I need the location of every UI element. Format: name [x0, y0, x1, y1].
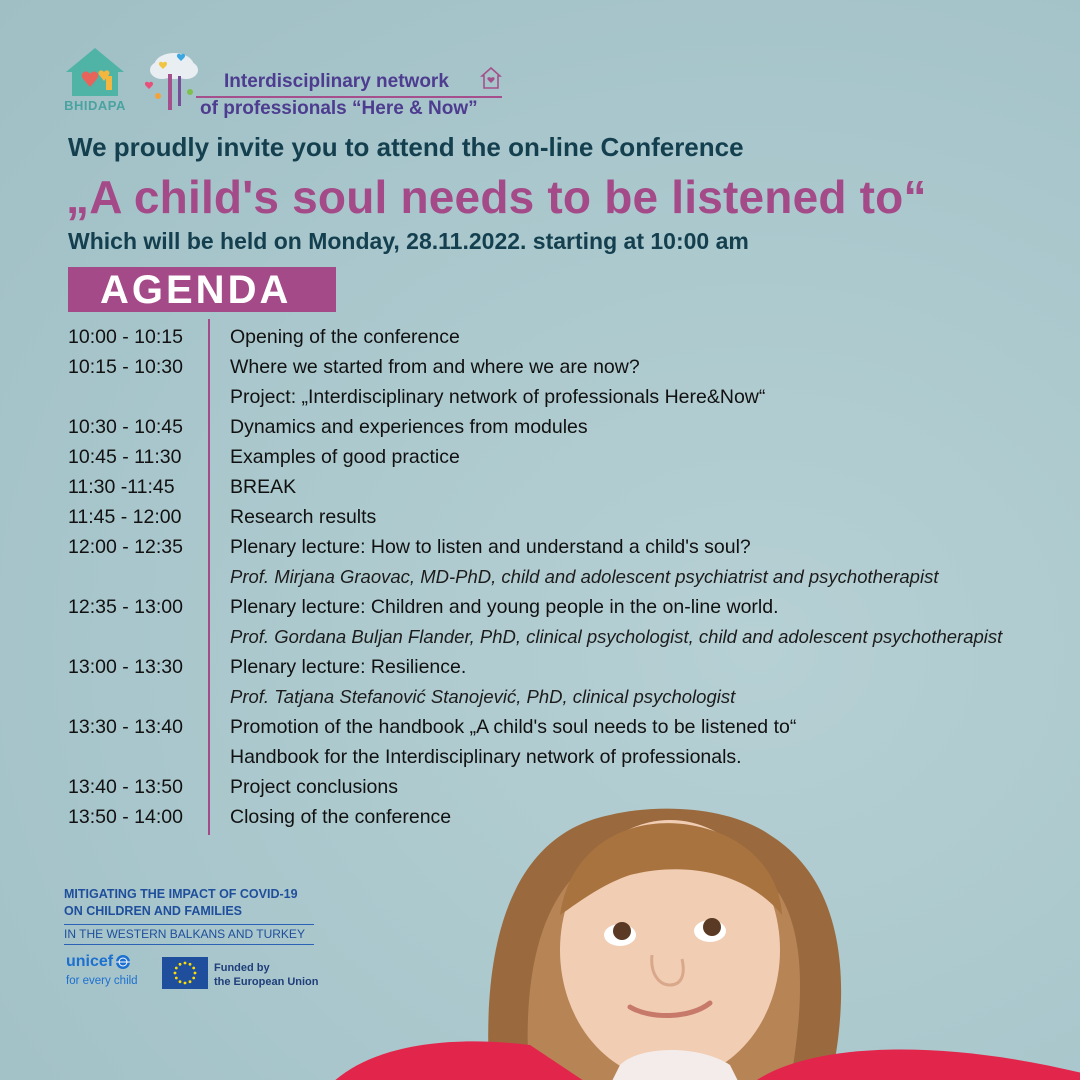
agenda-time: 13:50 - 14:00: [68, 805, 183, 828]
bhidapa-label: BHIDAPA: [64, 98, 126, 113]
eu-line2: the European Union: [214, 976, 319, 988]
agenda-time: 11:45 - 12:00: [68, 505, 182, 528]
agenda-row: [68, 352, 1048, 382]
agenda-divider: [208, 319, 210, 835]
agenda-item: Plenary lecture: How to listen and understand a child's soul?: [230, 535, 751, 558]
unicef-wordmark: unicef: [66, 953, 114, 970]
agenda-time: 13:00 - 13:30: [68, 655, 183, 678]
agenda-row: [68, 322, 1048, 352]
agenda-row: [68, 652, 1048, 682]
agenda-time: 10:00 - 10:15: [68, 325, 183, 348]
agenda-item: Handbook for the Interdisciplinary network of professionals.: [230, 745, 742, 768]
agenda-item: Dynamics and experiences from modules: [230, 415, 588, 438]
agenda-time: 12:00 - 12:35: [68, 535, 183, 558]
agenda-row: [68, 712, 1048, 742]
agenda-item: Promotion of the handbook „A child's soul needs to be listened to“: [230, 715, 797, 738]
agenda-item: Project: „Interdisciplinary network of professionals Here&Now“: [230, 385, 766, 408]
agenda-time: 10:15 - 10:30: [68, 355, 183, 378]
child-photo: [330, 745, 1080, 1080]
agenda-item: Opening of the conference: [230, 325, 460, 348]
agenda-speaker: Prof. Gordana Buljan Flander, PhD, clinical psychologist, child and adolescent psychotherapist: [230, 626, 1003, 647]
invite-text: We proudly invite you to attend the on-line Conference: [68, 132, 744, 162]
tree-hearts-icon: [138, 46, 208, 116]
agenda-time: 12:35 - 13:00: [68, 595, 183, 618]
agenda-item: Closing of the conference: [230, 805, 452, 828]
agenda-item: Examples of good practice: [230, 445, 460, 468]
eu-funding-text: [214, 961, 319, 989]
agenda-row: [68, 532, 1048, 562]
unicef-logo: [66, 953, 146, 987]
agenda-row: [68, 412, 1048, 442]
agenda-row: [68, 502, 1048, 532]
agenda-item: Research results: [230, 505, 377, 528]
eu-line1: Funded by: [214, 962, 270, 974]
agenda-row: [68, 382, 1048, 412]
agenda-time: 13:30 - 13:40: [68, 715, 183, 738]
agenda-banner: AGENDA: [68, 267, 336, 312]
conference-title: „A child's soul needs to be listened to“: [66, 171, 927, 223]
covid-line1: MITIGATING THE IMPACT OF COVID-19: [64, 887, 298, 901]
eu-flag-icon: [162, 957, 208, 989]
agenda-item: BREAK: [230, 475, 297, 498]
agenda-time: 13:40 - 13:50: [68, 775, 183, 798]
agenda-speaker: Prof. Mirjana Graovac, MD-PhD, child and adolescent psychiatrist and psychotherapist: [230, 566, 939, 587]
conference-date: Which will be held on Monday, 28.11.2022. starting at 10:00 am: [68, 228, 749, 254]
covid-line2: ON CHILDREN AND FAMILIES: [64, 904, 243, 918]
agenda-speaker-row: [68, 622, 1048, 652]
house-hearts-icon: [62, 46, 128, 102]
house-heart-icon: [480, 66, 502, 90]
agenda-speaker-row: [68, 562, 1048, 592]
agenda-row: [68, 472, 1048, 502]
agenda-item: Plenary lecture: Children and young people in the on-line world.: [230, 595, 779, 618]
agenda-speaker: Prof. Tatjana Stefanović Stanojević, PhD, clinical psychologist: [230, 686, 736, 707]
agenda-item: Plenary lecture: Resilience.: [230, 655, 467, 678]
agenda-item: Project conclusions: [230, 775, 398, 798]
agenda-time: 11:30 -11:45: [68, 475, 175, 498]
unicef-globe-icon: [115, 954, 131, 970]
agenda-time: 10:30 - 10:45: [68, 415, 183, 438]
unicef-tagline: for every child: [66, 975, 138, 987]
agenda-speaker-row: [68, 682, 1048, 712]
agenda-row: [68, 592, 1048, 622]
bhidapa-logo: [62, 46, 128, 116]
covid-program-logo: [64, 886, 314, 945]
agenda-time: 10:45 - 11:30: [68, 445, 182, 468]
agenda-row: [68, 442, 1048, 472]
network-title: [200, 70, 500, 121]
agenda-item: Where we started from and where we are now?: [230, 355, 640, 378]
covid-subline: IN THE WESTERN BALKANS AND TURKEY: [64, 924, 314, 945]
network-title-line2: of professionals “Here & Now”: [200, 98, 478, 119]
network-title-line1: Interdisciplinary network: [224, 71, 449, 92]
